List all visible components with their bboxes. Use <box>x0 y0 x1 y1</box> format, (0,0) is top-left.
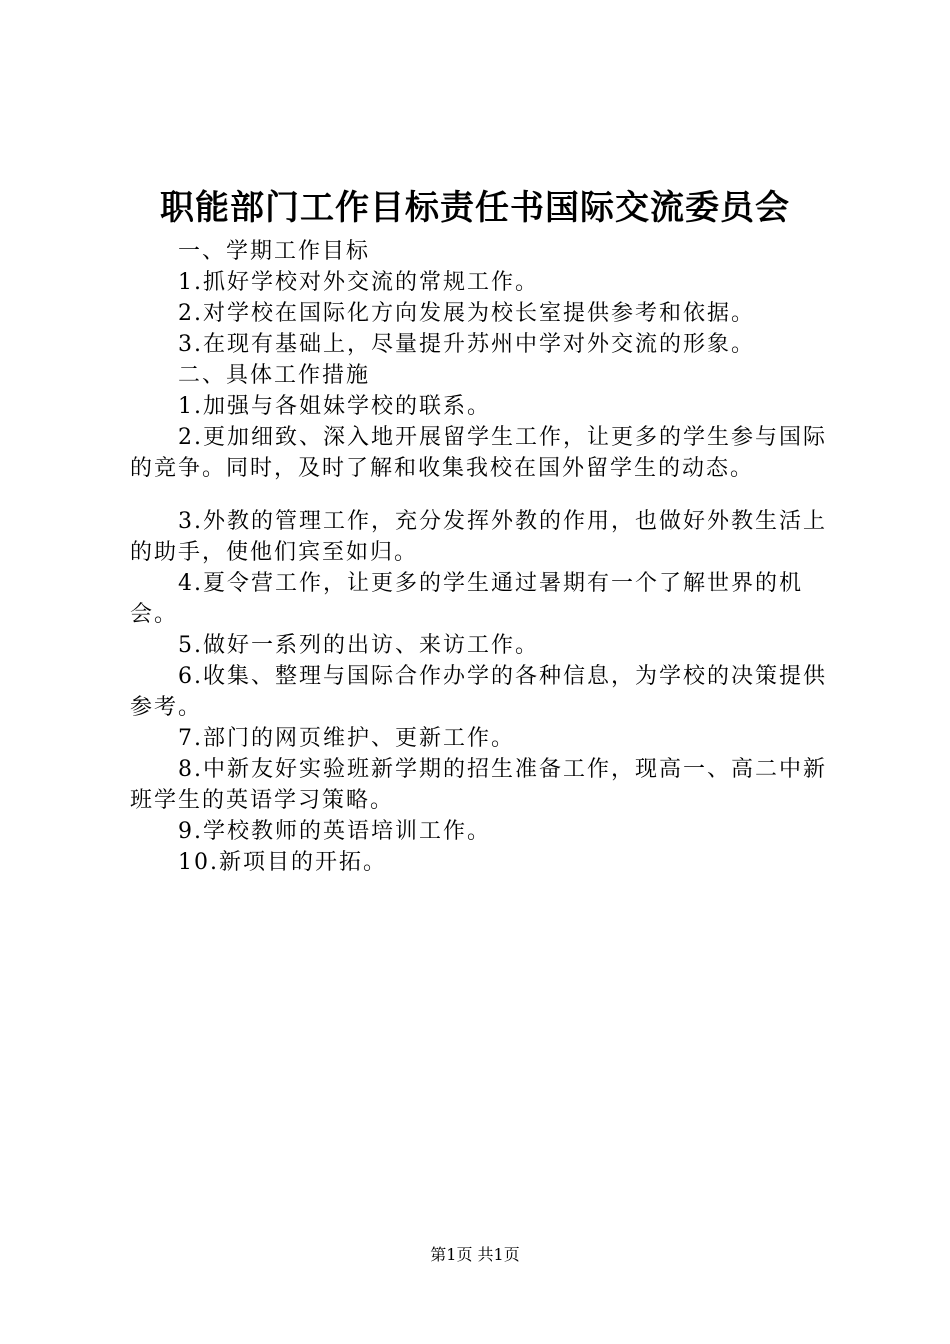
goal-item-1: 1.抓好学校对外交流的常规工作。 <box>178 270 539 295</box>
measure-item-3: 3.外教的管理工作，充分发挥外教的作用，也做好外教生活上的助手，使他们宾至如归。 <box>130 509 827 565</box>
measure-item-2: 2.更加细致、深入地开展留学生工作，让更多的学生参与国际的竞争。同时，及时了解和收集我校在国外留学生的动态。 <box>130 425 827 481</box>
page-footer: 第1页 共1页 <box>430 1245 520 1264</box>
section-heading-measures: 二、具体工作措施 <box>178 363 371 388</box>
measure-item-10: 10.新项目的开拓。 <box>178 850 387 875</box>
measure-item-6: 6.收集、整理与国际合作办学的各种信息，为学校的决策提供参考。 <box>130 664 827 720</box>
measure-item-8: 8.中新友好实验班新学期的招生准备工作，现高一、高二中新班学生的英语学习策略。 <box>130 757 827 813</box>
measure-item-4: 4.夏令营工作，让更多的学生通过暑期有一个了解世界的机会。 <box>130 571 803 627</box>
measure-item-1: 1.加强与各姐妹学校的联系。 <box>178 394 491 419</box>
section-heading-goals: 一、学期工作目标 <box>178 239 371 264</box>
goal-item-3: 3.在现有基础上，尽量提升苏州中学对外交流的形象。 <box>178 332 755 357</box>
goal-item-2: 2.对学校在国际化方向发展为校长室提供参考和依据。 <box>178 301 755 326</box>
measure-item-7: 7.部门的网页维护、更新工作。 <box>178 726 515 751</box>
document-body <box>130 236 835 878</box>
measure-item-5: 5.做好一系列的出访、来访工作。 <box>178 633 539 658</box>
paragraph-gap <box>130 484 835 506</box>
measure-item-9: 9.学校教师的英语培训工作。 <box>178 819 491 844</box>
document-title: 职能部门工作目标责任书国际交流委员会 <box>160 188 790 228</box>
